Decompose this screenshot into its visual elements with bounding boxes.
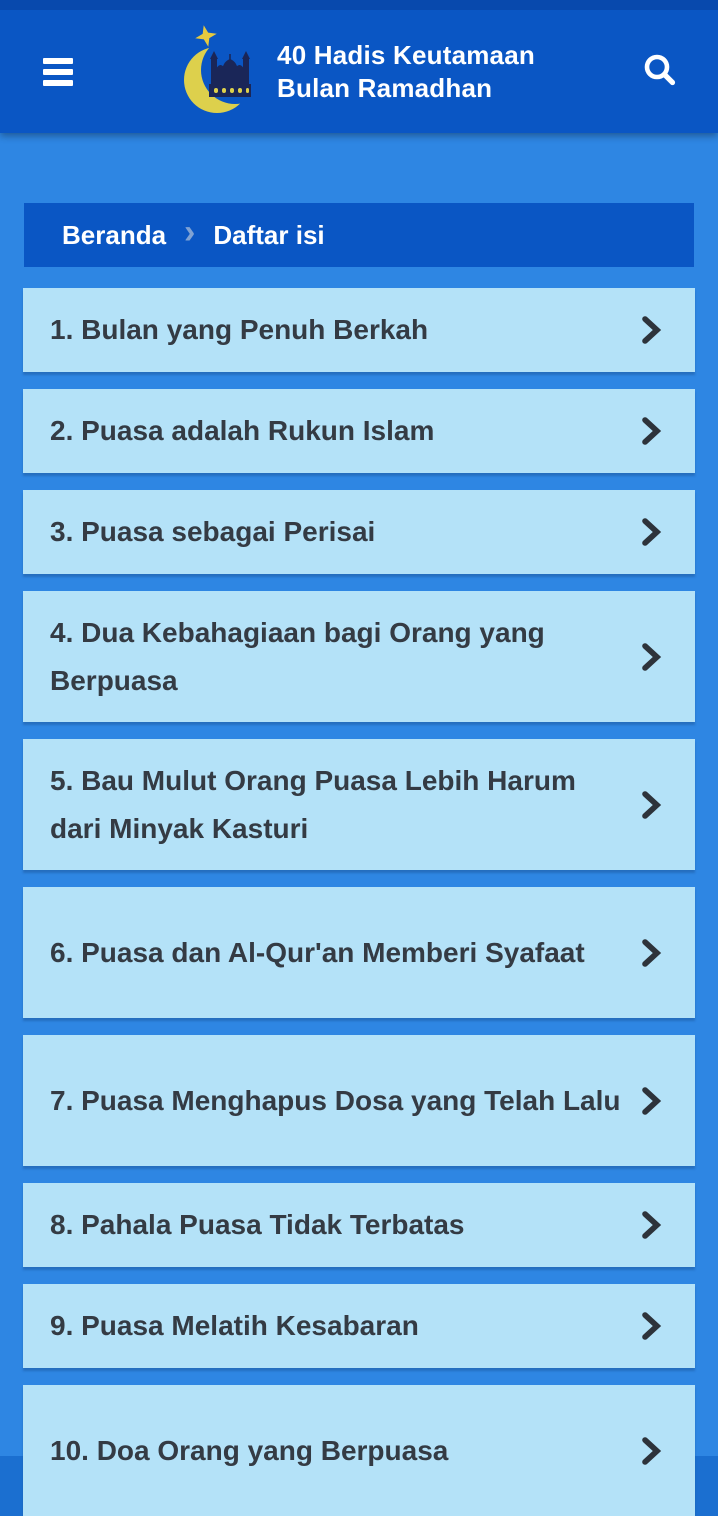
list-item-1[interactable]	[23, 288, 695, 372]
list-item-label: 5. Bau Mulut Orang Puasa Lebih Harum dari Minyak Kasturi	[50, 764, 576, 844]
list-item-label: 1. Bulan yang Penuh Berkah	[50, 314, 429, 345]
chevron-right-icon	[623, 516, 681, 548]
search-button[interactable]	[632, 44, 688, 100]
list-item-6[interactable]	[23, 887, 695, 1018]
breadcrumb	[24, 203, 694, 267]
list-item-9[interactable]	[23, 1284, 695, 1368]
list-item-label: 9. Puasa Melatih Kesabaran	[50, 1310, 419, 1341]
chevron-right-icon	[623, 415, 681, 447]
hamburger-icon	[43, 58, 73, 86]
list-item-4[interactable]	[23, 591, 695, 722]
list-item-8[interactable]	[23, 1183, 695, 1267]
list-item-2[interactable]	[23, 389, 695, 473]
list-item-10[interactable]	[23, 1385, 695, 1516]
status-bar	[0, 0, 718, 10]
list-item-5[interactable]	[23, 739, 695, 870]
list-item-label: 8. Pahala Puasa Tidak Terbatas	[50, 1209, 465, 1240]
chevron-right-icon	[623, 641, 681, 673]
chevron-right-icon	[623, 1085, 681, 1117]
chevron-right-icon	[623, 937, 681, 969]
chevron-right-icon	[623, 314, 681, 346]
list-item-label: 2. Puasa adalah Rukun Islam	[50, 415, 435, 446]
app-header	[0, 0, 718, 133]
chevron-right-icon	[623, 1310, 681, 1342]
chevron-right-icon	[623, 789, 681, 821]
crescent-mosque-logo-icon	[183, 24, 257, 116]
list-item-label: 7. Puasa Menghapus Dosa yang Telah Lalu	[50, 1084, 621, 1116]
table-of-contents-list	[23, 288, 695, 1466]
app-title-line1: 40 Hadis Keutamaan	[277, 39, 535, 70]
app-title	[277, 39, 535, 105]
app-brand	[86, 28, 632, 116]
list-item-7[interactable]	[23, 1035, 695, 1166]
list-item-label: 3. Puasa sebagai Perisai	[50, 516, 376, 547]
breadcrumb-home-link[interactable]: Beranda	[62, 219, 167, 250]
chevron-right-icon	[623, 1209, 681, 1241]
list-item-label: 10. Doa Orang yang Berpuasa	[50, 1434, 449, 1466]
list-item-3[interactable]	[23, 490, 695, 574]
list-item-label: 6. Puasa dan Al-Qur'an Memberi Syafaat	[50, 936, 585, 968]
search-icon	[640, 50, 680, 93]
breadcrumb-separator-icon: ›	[184, 213, 196, 251]
chevron-right-icon	[623, 1435, 681, 1467]
breadcrumb-current: Daftar isi	[213, 219, 325, 250]
list-item-label: 4. Dua Kebahagiaan bagi Orang yang Berpuasa	[50, 616, 545, 696]
menu-button[interactable]	[30, 44, 86, 100]
app-title-line2: Bulan Ramadhan	[277, 72, 493, 103]
